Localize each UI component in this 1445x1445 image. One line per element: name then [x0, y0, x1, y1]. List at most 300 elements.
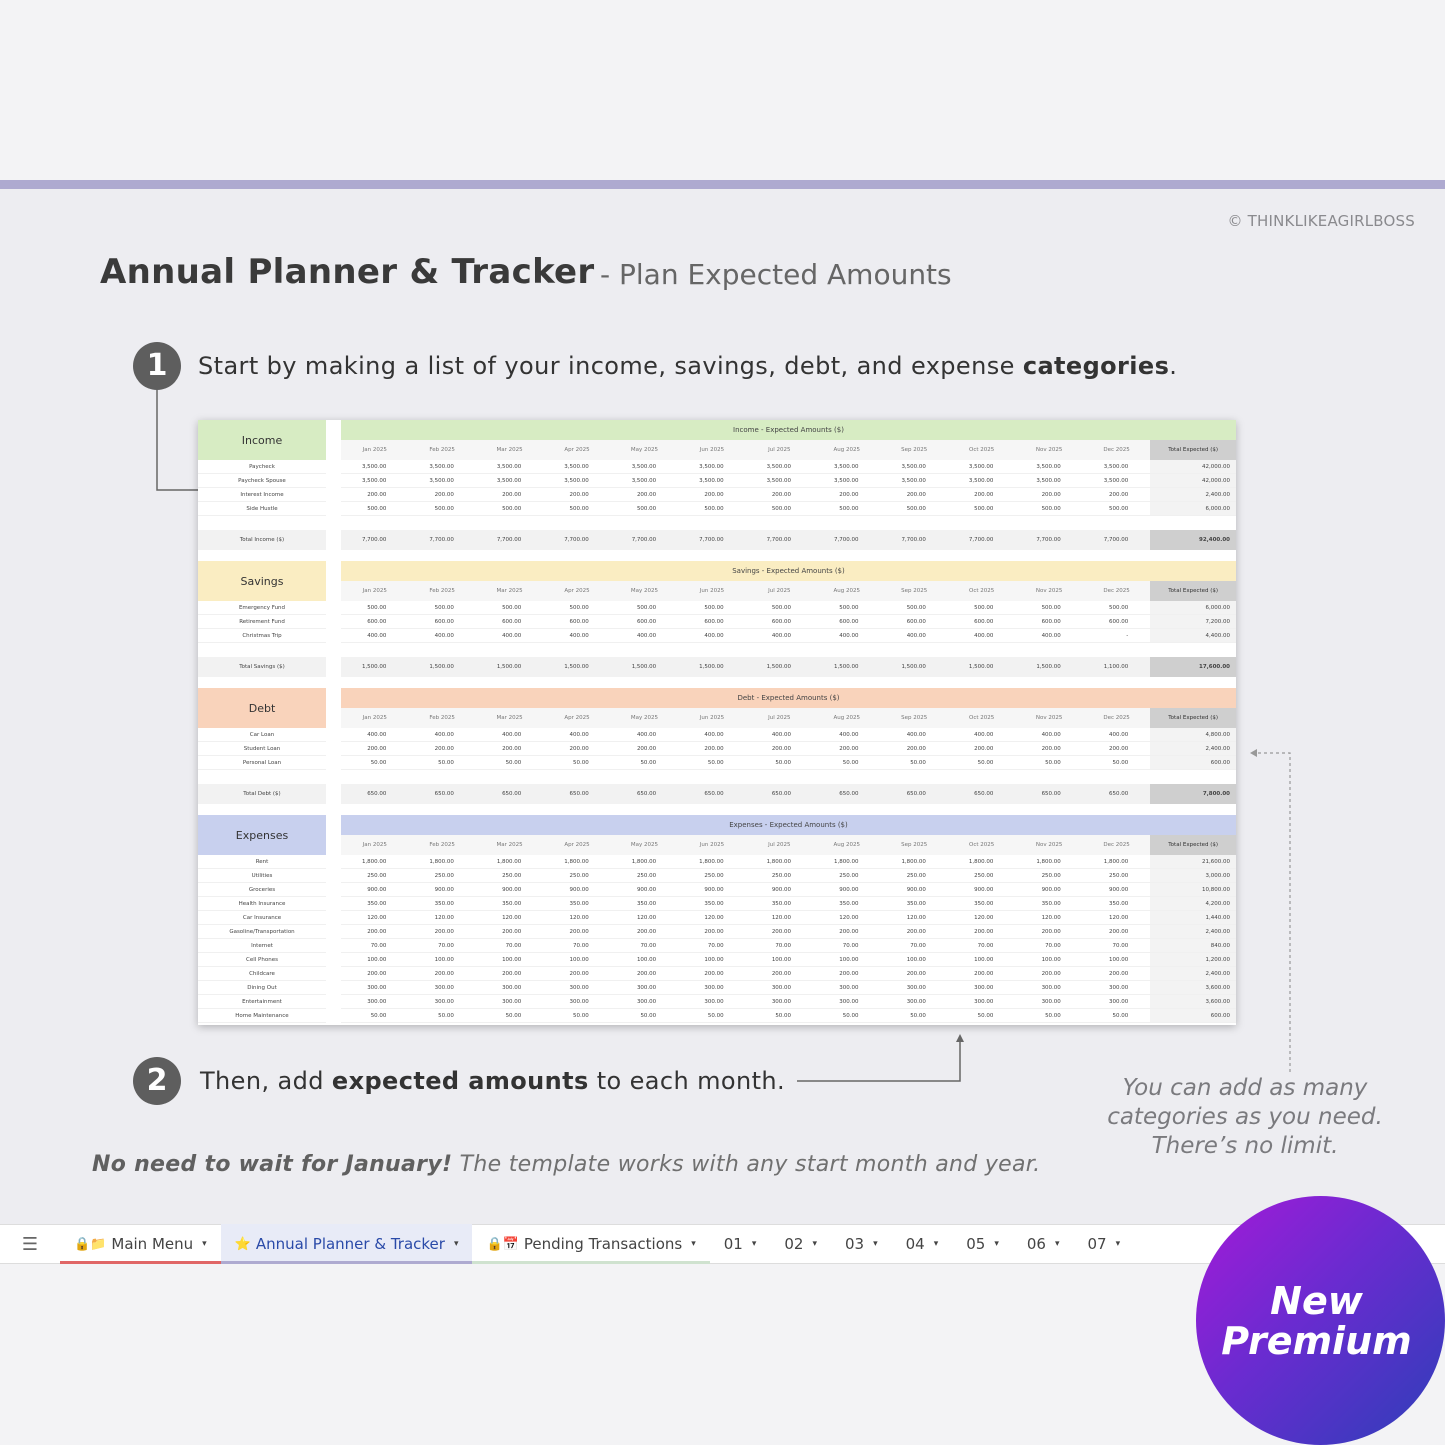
amount-cell[interactable]: 1,800.00: [361, 859, 387, 865]
amount-cell[interactable]: 300.00: [704, 999, 724, 1005]
amount-cell[interactable]: 50.00: [707, 760, 724, 766]
amount-cell[interactable]: 500.00: [569, 506, 589, 512]
category-item[interactable]: Interest Income: [198, 488, 326, 502]
tab-pending-transactions[interactable]: [472, 1224, 709, 1264]
amount-cell[interactable]: 50.00: [1112, 760, 1129, 766]
amount-cell[interactable]: 500.00: [1109, 506, 1129, 512]
amount-cell[interactable]: 250.00: [704, 873, 724, 879]
amount-cell[interactable]: 350.00: [636, 901, 657, 907]
amount-cell[interactable]: 400.00: [367, 633, 387, 639]
amount-cell[interactable]: 500.00: [367, 506, 387, 512]
amount-cell[interactable]: 200.00: [1041, 492, 1061, 498]
amount-cell[interactable]: 600.00: [636, 619, 657, 625]
amount-cell[interactable]: 900.00: [704, 887, 724, 893]
amount-cell[interactable]: 900.00: [771, 887, 792, 893]
amount-cell[interactable]: 1,800.00: [631, 859, 657, 865]
tab-04[interactable]: [892, 1224, 953, 1264]
amount-cell[interactable]: 200.00: [434, 492, 454, 498]
amount-cell[interactable]: 70.00: [1045, 943, 1061, 949]
amount-cell[interactable]: 50.00: [775, 760, 792, 766]
amount-cell[interactable]: 250.00: [502, 873, 522, 879]
category-item[interactable]: Internet: [198, 939, 326, 953]
amount-cell[interactable]: 300.00: [704, 985, 724, 991]
category-item[interactable]: Car Insurance: [198, 911, 326, 925]
amount-cell[interactable]: 900.00: [434, 887, 454, 893]
chevron-down-icon[interactable]: ▾: [202, 1239, 207, 1249]
amount-cell[interactable]: 70.00: [775, 943, 792, 949]
amount-cell[interactable]: 600.00: [704, 619, 724, 625]
amount-cell[interactable]: 200.00: [974, 929, 994, 935]
amount-cell[interactable]: 400.00: [839, 732, 859, 738]
amount-cell[interactable]: 200.00: [771, 929, 792, 935]
amount-cell[interactable]: 500.00: [434, 605, 454, 611]
amount-cell[interactable]: 500.00: [704, 506, 724, 512]
category-item[interactable]: Groceries: [198, 883, 326, 897]
amount-cell[interactable]: 400.00: [1041, 732, 1061, 738]
amount-cell[interactable]: 70.00: [438, 943, 454, 949]
chevron-down-icon[interactable]: ▾: [873, 1239, 878, 1249]
amount-cell[interactable]: 300.00: [569, 985, 589, 991]
amount-cell[interactable]: 120.00: [1109, 915, 1129, 921]
amount-cell[interactable]: 120.00: [704, 915, 724, 921]
amount-cell[interactable]: 120.00: [1041, 915, 1061, 921]
amount-cell[interactable]: 250.00: [974, 873, 994, 879]
amount-cell[interactable]: 120.00: [502, 915, 522, 921]
chevron-down-icon[interactable]: ▾: [691, 1239, 696, 1249]
amount-cell[interactable]: 400.00: [569, 633, 589, 639]
all-sheets-menu-icon[interactable]: ☰: [21, 1233, 39, 1255]
category-item[interactable]: Car Loan: [198, 728, 326, 742]
amount-cell[interactable]: 250.00: [636, 873, 657, 879]
amount-cell[interactable]: 3,500.00: [1103, 478, 1129, 484]
amount-cell[interactable]: 250.00: [367, 873, 387, 879]
amount-cell[interactable]: 600.00: [569, 619, 589, 625]
category-item[interactable]: Home Maintenance: [198, 1009, 326, 1023]
amount-cell[interactable]: 3,500.00: [834, 464, 859, 470]
amount-cell[interactable]: 1,800.00: [901, 859, 926, 865]
amount-cell[interactable]: 350.00: [839, 901, 859, 907]
amount-cell[interactable]: 100.00: [367, 957, 387, 963]
amount-cell[interactable]: 500.00: [434, 506, 454, 512]
amount-cell[interactable]: 500.00: [771, 506, 792, 512]
amount-cell[interactable]: 200.00: [636, 929, 657, 935]
amount-cell[interactable]: 50.00: [1112, 1013, 1129, 1019]
amount-cell[interactable]: 300.00: [839, 999, 859, 1005]
amount-cell[interactable]: 120.00: [771, 915, 792, 921]
amount-cell[interactable]: 300.00: [636, 985, 657, 991]
amount-cell[interactable]: 3,500.00: [1103, 464, 1129, 470]
amount-cell[interactable]: 900.00: [974, 887, 994, 893]
category-item[interactable]: Health Insurance: [198, 897, 326, 911]
amount-cell[interactable]: 300.00: [367, 985, 387, 991]
category-item[interactable]: Gasoline/Transportation: [198, 925, 326, 939]
amount-cell[interactable]: 600.00: [502, 619, 522, 625]
amount-cell[interactable]: 120.00: [636, 915, 657, 921]
amount-cell[interactable]: 200.00: [1109, 929, 1129, 935]
amount-cell[interactable]: 200.00: [906, 929, 926, 935]
chevron-down-icon[interactable]: ▾: [994, 1239, 999, 1249]
amount-cell[interactable]: 3,500.00: [1036, 478, 1061, 484]
amount-cell[interactable]: 200.00: [502, 929, 522, 935]
amount-cell[interactable]: 200.00: [906, 971, 926, 977]
amount-cell[interactable]: 50.00: [505, 760, 522, 766]
amount-cell[interactable]: 100.00: [771, 957, 792, 963]
amount-cell[interactable]: 120.00: [974, 915, 994, 921]
amount-cell[interactable]: 500.00: [906, 605, 926, 611]
amount-cell[interactable]: 300.00: [1041, 985, 1061, 991]
amount-cell[interactable]: 50.00: [573, 1013, 589, 1019]
amount-cell[interactable]: 500.00: [636, 605, 657, 611]
amount-cell[interactable]: 500.00: [636, 506, 657, 512]
amount-cell[interactable]: 500.00: [569, 605, 589, 611]
amount-cell[interactable]: 3,500.00: [631, 478, 657, 484]
amount-cell[interactable]: 120.00: [839, 915, 859, 921]
amount-cell[interactable]: 500.00: [974, 506, 994, 512]
amount-cell[interactable]: 350.00: [434, 901, 454, 907]
amount-cell[interactable]: 300.00: [434, 985, 454, 991]
amount-cell[interactable]: 500.00: [502, 605, 522, 611]
amount-cell[interactable]: 1,800.00: [429, 859, 454, 865]
amount-cell[interactable]: 3,500.00: [564, 478, 589, 484]
amount-cell[interactable]: 120.00: [569, 915, 589, 921]
amount-cell[interactable]: 200.00: [1041, 746, 1061, 752]
amount-cell[interactable]: 3,500.00: [699, 464, 724, 470]
amount-cell[interactable]: 200.00: [771, 746, 792, 752]
amount-cell[interactable]: 300.00: [434, 999, 454, 1005]
amount-cell[interactable]: 200.00: [704, 929, 724, 935]
category-item[interactable]: Christmas Trip: [198, 629, 326, 643]
category-item[interactable]: Childcare: [198, 967, 326, 981]
amount-cell[interactable]: 200.00: [771, 492, 792, 498]
amount-cell[interactable]: 50.00: [1045, 760, 1061, 766]
amount-cell[interactable]: 1,800.00: [834, 859, 859, 865]
amount-cell[interactable]: 100.00: [569, 957, 589, 963]
amount-cell[interactable]: 100.00: [839, 957, 859, 963]
amount-cell[interactable]: 300.00: [771, 999, 792, 1005]
amount-cell[interactable]: 200.00: [771, 971, 792, 977]
amount-cell[interactable]: 400.00: [704, 732, 724, 738]
amount-cell[interactable]: 600.00: [839, 619, 859, 625]
amount-cell[interactable]: 1,800.00: [699, 859, 724, 865]
amount-cell[interactable]: 50.00: [1045, 1013, 1061, 1019]
category-item[interactable]: Utilities: [198, 869, 326, 883]
amount-cell[interactable]: 200.00: [1041, 929, 1061, 935]
category-item[interactable]: Retirement Fund: [198, 615, 326, 629]
amount-cell[interactable]: 3,500.00: [699, 478, 724, 484]
amount-cell[interactable]: 350.00: [771, 901, 792, 907]
amount-cell[interactable]: 50.00: [640, 760, 657, 766]
amount-cell[interactable]: 500.00: [771, 605, 792, 611]
amount-cell[interactable]: 400.00: [771, 732, 792, 738]
amount-cell[interactable]: 3,500.00: [968, 478, 994, 484]
tab-06[interactable]: [1013, 1224, 1074, 1264]
category-item[interactable]: Entertainment: [198, 995, 326, 1009]
amount-cell[interactable]: 50.00: [977, 1013, 994, 1019]
amount-cell[interactable]: 200.00: [569, 971, 589, 977]
amount-cell[interactable]: 400.00: [569, 732, 589, 738]
amount-cell[interactable]: 50.00: [910, 1013, 926, 1019]
amount-cell[interactable]: 400.00: [434, 633, 454, 639]
amount-cell[interactable]: 50.00: [640, 1013, 657, 1019]
amount-cell[interactable]: 70.00: [707, 943, 724, 949]
category-item[interactable]: Personal Loan: [198, 756, 326, 770]
amount-cell[interactable]: 900.00: [1109, 887, 1129, 893]
amount-cell[interactable]: 3,500.00: [631, 464, 657, 470]
amount-cell[interactable]: 200.00: [367, 492, 387, 498]
amount-cell[interactable]: 1,800.00: [1036, 859, 1061, 865]
amount-cell[interactable]: 200.00: [569, 746, 589, 752]
amount-cell[interactable]: 3,500.00: [361, 464, 387, 470]
amount-cell[interactable]: 400.00: [636, 732, 657, 738]
amount-cell[interactable]: 200.00: [704, 492, 724, 498]
amount-cell[interactable]: 900.00: [569, 887, 589, 893]
category-item[interactable]: Side Hustle: [198, 502, 326, 516]
amount-cell[interactable]: 3,500.00: [766, 464, 792, 470]
amount-cell[interactable]: 200.00: [367, 971, 387, 977]
chevron-down-icon[interactable]: ▾: [751, 1239, 757, 1249]
amount-cell[interactable]: 3,500.00: [834, 478, 859, 484]
amount-cell[interactable]: 900.00: [502, 887, 522, 893]
amount-cell[interactable]: 600.00: [974, 619, 994, 625]
amount-cell[interactable]: 3,500.00: [361, 478, 387, 484]
amount-cell[interactable]: 70.00: [1112, 943, 1129, 949]
amount-cell[interactable]: 200.00: [636, 971, 657, 977]
amount-cell[interactable]: 300.00: [569, 999, 589, 1005]
amount-cell[interactable]: 200.00: [502, 971, 522, 977]
amount-cell[interactable]: 500.00: [367, 605, 387, 611]
amount-cell[interactable]: 200.00: [434, 929, 454, 935]
amount-cell[interactable]: 1,800.00: [766, 859, 792, 865]
amount-cell[interactable]: 3,500.00: [496, 464, 522, 470]
amount-cell[interactable]: 50.00: [977, 760, 994, 766]
amount-cell[interactable]: 50.00: [370, 760, 387, 766]
amount-cell[interactable]: 400.00: [1041, 633, 1061, 639]
tab-05[interactable]: [952, 1224, 1013, 1264]
amount-cell[interactable]: 50.00: [842, 1013, 859, 1019]
amount-cell[interactable]: 300.00: [502, 985, 522, 991]
amount-cell[interactable]: 200.00: [569, 492, 589, 498]
amount-cell[interactable]: 350.00: [906, 901, 926, 907]
amount-cell[interactable]: 200.00: [367, 929, 387, 935]
amount-cell[interactable]: 1,800.00: [968, 859, 994, 865]
amount-cell[interactable]: 300.00: [906, 985, 926, 991]
amount-cell[interactable]: 500.00: [1109, 605, 1129, 611]
amount-cell[interactable]: 300.00: [906, 999, 926, 1005]
amount-cell[interactable]: 3,500.00: [496, 478, 522, 484]
amount-cell[interactable]: 100.00: [704, 957, 724, 963]
amount-cell[interactable]: 500.00: [974, 605, 994, 611]
amount-cell[interactable]: 50.00: [842, 760, 859, 766]
amount-cell[interactable]: -: [1126, 633, 1129, 639]
amount-cell[interactable]: 350.00: [502, 901, 522, 907]
amount-cell[interactable]: 500.00: [1041, 605, 1061, 611]
amount-cell[interactable]: 600.00: [367, 619, 387, 625]
amount-cell[interactable]: 350.00: [704, 901, 724, 907]
amount-cell[interactable]: 100.00: [636, 957, 657, 963]
amount-cell[interactable]: 200.00: [1109, 746, 1129, 752]
amount-cell[interactable]: 200.00: [434, 746, 454, 752]
amount-cell[interactable]: 300.00: [771, 985, 792, 991]
amount-cell[interactable]: 400.00: [367, 732, 387, 738]
amount-cell[interactable]: 3,500.00: [901, 464, 926, 470]
amount-cell[interactable]: 350.00: [1109, 901, 1129, 907]
category-item[interactable]: Emergency Fund: [198, 601, 326, 615]
amount-cell[interactable]: 250.00: [771, 873, 792, 879]
amount-cell[interactable]: 300.00: [1109, 985, 1129, 991]
amount-cell[interactable]: 100.00: [1041, 957, 1061, 963]
amount-cell[interactable]: 200.00: [1041, 971, 1061, 977]
amount-cell[interactable]: 1,800.00: [564, 859, 589, 865]
amount-cell[interactable]: 200.00: [569, 929, 589, 935]
amount-cell[interactable]: 1,800.00: [496, 859, 522, 865]
amount-cell[interactable]: 300.00: [1041, 999, 1061, 1005]
amount-cell[interactable]: 1,800.00: [1103, 859, 1129, 865]
amount-cell[interactable]: 200.00: [502, 746, 522, 752]
amount-cell[interactable]: 300.00: [974, 985, 994, 991]
amount-cell[interactable]: 300.00: [1109, 999, 1129, 1005]
amount-cell[interactable]: 3,500.00: [968, 464, 994, 470]
category-item[interactable]: Rent: [198, 855, 326, 869]
amount-cell[interactable]: 400.00: [704, 633, 724, 639]
amount-cell[interactable]: 400.00: [839, 633, 859, 639]
amount-cell[interactable]: 900.00: [906, 887, 926, 893]
amount-cell[interactable]: 200.00: [434, 971, 454, 977]
amount-cell[interactable]: 400.00: [906, 633, 926, 639]
amount-cell[interactable]: 3,500.00: [1036, 464, 1061, 470]
amount-cell[interactable]: 50.00: [910, 760, 926, 766]
amount-cell[interactable]: 200.00: [636, 492, 657, 498]
amount-cell[interactable]: 500.00: [704, 605, 724, 611]
amount-cell[interactable]: 70.00: [505, 943, 522, 949]
amount-cell[interactable]: 900.00: [839, 887, 859, 893]
amount-cell[interactable]: 400.00: [434, 732, 454, 738]
amount-cell[interactable]: 500.00: [839, 506, 859, 512]
amount-cell[interactable]: 100.00: [1109, 957, 1129, 963]
category-item[interactable]: Paycheck Spouse: [198, 474, 326, 488]
amount-cell[interactable]: 400.00: [906, 732, 926, 738]
amount-cell[interactable]: 100.00: [434, 957, 454, 963]
amount-cell[interactable]: 50.00: [573, 760, 589, 766]
amount-cell[interactable]: 200.00: [1109, 492, 1129, 498]
amount-cell[interactable]: 50.00: [707, 1013, 724, 1019]
amount-cell[interactable]: 900.00: [636, 887, 657, 893]
amount-cell[interactable]: 400.00: [771, 633, 792, 639]
amount-cell[interactable]: 300.00: [839, 985, 859, 991]
amount-cell[interactable]: 600.00: [1109, 619, 1129, 625]
chevron-down-icon[interactable]: ▾: [1115, 1239, 1121, 1249]
amount-cell[interactable]: 350.00: [974, 901, 994, 907]
chevron-down-icon[interactable]: ▾: [453, 1239, 459, 1249]
amount-cell[interactable]: 250.00: [906, 873, 926, 879]
amount-cell[interactable]: 200.00: [636, 746, 657, 752]
amount-cell[interactable]: 200.00: [974, 492, 994, 498]
amount-cell[interactable]: 400.00: [502, 732, 522, 738]
amount-cell[interactable]: 50.00: [370, 1013, 387, 1019]
amount-cell[interactable]: 70.00: [977, 943, 994, 949]
chevron-down-icon[interactable]: ▾: [933, 1239, 939, 1249]
amount-cell[interactable]: 200.00: [839, 971, 859, 977]
amount-cell[interactable]: 500.00: [906, 506, 926, 512]
amount-cell[interactable]: 250.00: [1041, 873, 1061, 879]
amount-cell[interactable]: 120.00: [434, 915, 454, 921]
amount-cell[interactable]: 50.00: [438, 760, 454, 766]
amount-cell[interactable]: 100.00: [502, 957, 522, 963]
amount-cell[interactable]: 70.00: [842, 943, 859, 949]
amount-cell[interactable]: 300.00: [974, 999, 994, 1005]
tab-01[interactable]: [710, 1224, 771, 1264]
chevron-down-icon[interactable]: ▾: [812, 1239, 817, 1249]
amount-cell[interactable]: 200.00: [1109, 971, 1129, 977]
amount-cell[interactable]: 200.00: [974, 971, 994, 977]
amount-cell[interactable]: 70.00: [370, 943, 387, 949]
amount-cell[interactable]: 400.00: [502, 633, 522, 639]
amount-cell[interactable]: 200.00: [367, 746, 387, 752]
tab-03[interactable]: [831, 1224, 892, 1264]
amount-cell[interactable]: 400.00: [1109, 732, 1129, 738]
amount-cell[interactable]: 500.00: [502, 506, 522, 512]
amount-cell[interactable]: 500.00: [1041, 506, 1061, 512]
amount-cell[interactable]: 900.00: [367, 887, 387, 893]
amount-cell[interactable]: 200.00: [906, 746, 926, 752]
amount-cell[interactable]: 350.00: [367, 901, 387, 907]
amount-cell[interactable]: 200.00: [974, 746, 994, 752]
amount-cell[interactable]: 600.00: [771, 619, 792, 625]
amount-cell[interactable]: 200.00: [839, 746, 859, 752]
tab-main-menu[interactable]: [60, 1224, 221, 1264]
amount-cell[interactable]: 350.00: [569, 901, 589, 907]
amount-cell[interactable]: 200.00: [839, 929, 859, 935]
amount-cell[interactable]: 120.00: [906, 915, 926, 921]
amount-cell[interactable]: 300.00: [636, 999, 657, 1005]
amount-cell[interactable]: 250.00: [839, 873, 859, 879]
amount-cell[interactable]: 900.00: [1041, 887, 1061, 893]
tab-annual-planner-tracker[interactable]: [221, 1224, 473, 1264]
amount-cell[interactable]: 200.00: [906, 492, 926, 498]
amount-cell[interactable]: 500.00: [839, 605, 859, 611]
amount-cell[interactable]: 600.00: [1041, 619, 1061, 625]
amount-cell[interactable]: 400.00: [974, 633, 994, 639]
amount-cell[interactable]: 200.00: [502, 492, 522, 498]
amount-cell[interactable]: 350.00: [1041, 901, 1061, 907]
chevron-down-icon[interactable]: ▾: [1054, 1239, 1060, 1249]
amount-cell[interactable]: 250.00: [434, 873, 454, 879]
category-item[interactable]: Dining Out: [198, 981, 326, 995]
amount-cell[interactable]: 250.00: [569, 873, 589, 879]
category-item[interactable]: Student Loan: [198, 742, 326, 756]
amount-cell[interactable]: 600.00: [434, 619, 454, 625]
amount-cell[interactable]: 50.00: [775, 1013, 792, 1019]
amount-cell[interactable]: 120.00: [367, 915, 387, 921]
amount-cell[interactable]: 250.00: [1109, 873, 1129, 879]
amount-cell[interactable]: 200.00: [704, 971, 724, 977]
tab-07[interactable]: [1073, 1224, 1134, 1264]
amount-cell[interactable]: 300.00: [502, 999, 522, 1005]
amount-cell[interactable]: 200.00: [704, 746, 724, 752]
amount-cell[interactable]: 400.00: [974, 732, 994, 738]
amount-cell[interactable]: 400.00: [636, 633, 657, 639]
amount-cell[interactable]: 100.00: [906, 957, 926, 963]
amount-cell[interactable]: 50.00: [438, 1013, 454, 1019]
amount-cell[interactable]: 3,500.00: [766, 478, 792, 484]
amount-cell[interactable]: 200.00: [839, 492, 859, 498]
amount-cell[interactable]: 3,500.00: [901, 478, 926, 484]
category-item[interactable]: Paycheck: [198, 460, 326, 474]
amount-cell[interactable]: 600.00: [906, 619, 926, 625]
amount-cell[interactable]: 300.00: [367, 999, 387, 1005]
amount-cell[interactable]: 70.00: [573, 943, 589, 949]
amount-cell[interactable]: 3,500.00: [564, 464, 589, 470]
category-item[interactable]: Cell Phones: [198, 953, 326, 967]
